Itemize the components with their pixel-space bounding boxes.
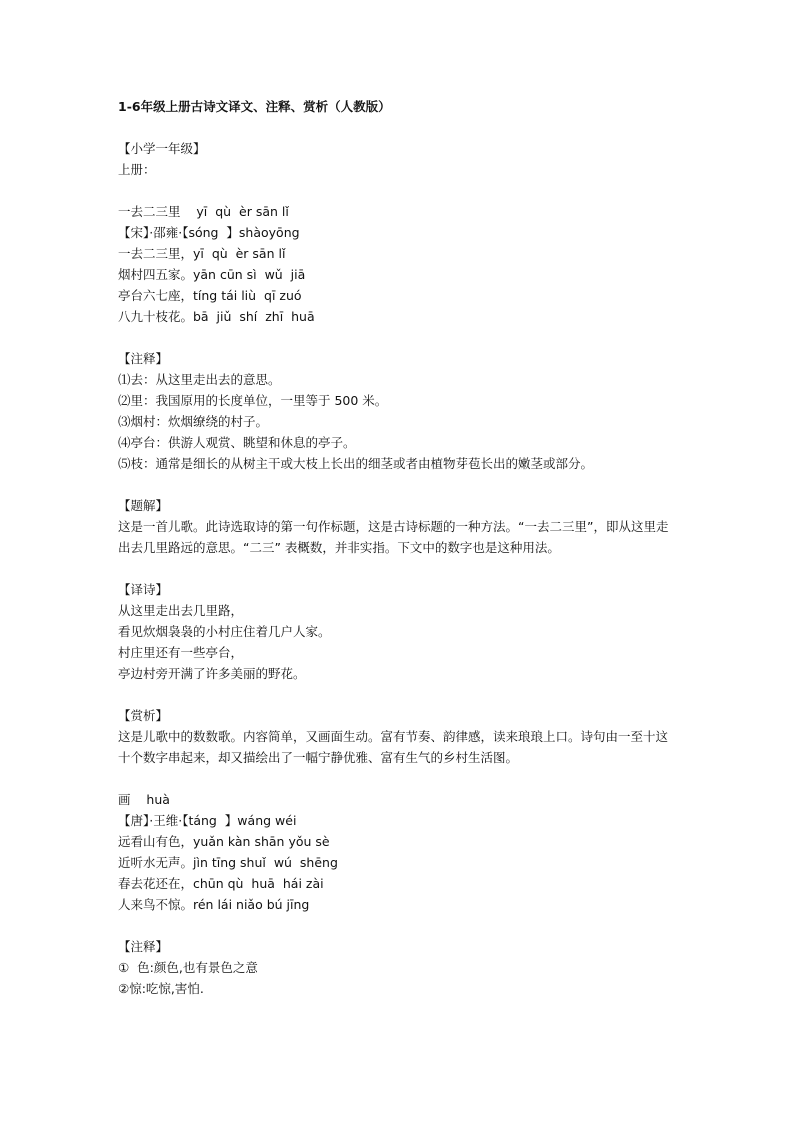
poem1-line: 烟村四五家。yān cūn sì wǔ jiā	[118, 267, 306, 282]
poem1-translation-line: 村庄里还有一些亭台，	[118, 645, 244, 660]
poem2-notes-heading: 【注释】	[118, 939, 169, 954]
poem1-author: 【宋】·邵雍·【sóng 】shàoyōng	[118, 225, 300, 240]
poem1-translation-heading: 【译诗】	[118, 582, 169, 597]
poem2-line: 春去花还在，chūn qù huā hái zài	[118, 876, 324, 891]
poem1-note: ⑴去：从这里走出去的意思。	[118, 372, 281, 387]
document-title: 1-6年级上册古诗文译文、注释、赏析（人教版）	[118, 99, 391, 114]
poem2-note: ① 色:颜色,也有景色之意	[118, 960, 258, 975]
document-body	[118, 96, 678, 999]
poem1-note: ⑶烟村：炊烟缭绕的村子。	[118, 414, 269, 429]
poem1-theme-text: 这是一首儿歌。此诗选取诗的第一句作标题，这是古诗标题的一种方法。“一去二三里”，即从这里走出去几里路远的意思。“二三” 表概数，并非实指。下文中的数字也是这种用法。	[118, 519, 669, 555]
poem2-line: 近听水无声。jìn tīng shuǐ wú shēng	[118, 855, 338, 870]
poem1-notes-heading: 【注释】	[118, 351, 169, 366]
poem2-line: 人来鸟不惊。rén lái niǎo bú jīng	[118, 897, 310, 912]
poem1-line: 亭台六七座，tíng tái liù qī zuó	[118, 288, 302, 303]
poem1-note: ⑷亭台：供游人观赏、眺望和休息的亭子。	[118, 435, 356, 450]
poem2-line: 远看山有色，yuǎn kàn shān yǒu sè	[118, 834, 330, 849]
poem1-note: ⑸枝：通常是细长的从树主干或大枝上长出的细茎或者由植物芽苞长出的嫩茎或部分。	[118, 456, 594, 471]
grade-heading: 【小学一年级】	[118, 141, 206, 156]
poem1-line: 一去二三里，yī qù èr sān lǐ	[118, 246, 286, 261]
poem1-appreciation-text: 这是儿歌中的数数歌。内容简单，又画面生动。富有节奏、韵律感，读来琅琅上口。诗句由一至十这十个数字串起来，却又描绘出了一幅宁静优雅、富有生气的乡村生活图。	[118, 729, 669, 765]
poem1-theme-heading: 【题解】	[118, 498, 169, 513]
volume-label: 上册：	[118, 162, 156, 177]
poem2-note: ②惊:吃惊,害怕.	[118, 981, 204, 996]
poem1-translation-line: 看见炊烟袅袅的小村庄住着几户人家。	[118, 624, 331, 639]
poem1-note: ⑵里：我国原用的长度单位，一里等于 500 米。	[118, 393, 388, 408]
poem2-author: 【唐】·王维·【táng 】wáng wéi	[118, 813, 297, 828]
poem1-translation-line: 亭边村旁开满了许多美丽的野花。	[118, 666, 306, 681]
poem2-title: 画 huà	[118, 792, 170, 807]
poem1-appreciation-heading: 【赏析】	[118, 708, 169, 723]
poem1-title: 一去二三里 yī qù èr sān lǐ	[118, 204, 289, 219]
poem1-line: 八九十枝花。bā jiǔ shí zhī huā	[118, 309, 315, 324]
poem1-translation-line: 从这里走出去几里路，	[118, 603, 244, 618]
